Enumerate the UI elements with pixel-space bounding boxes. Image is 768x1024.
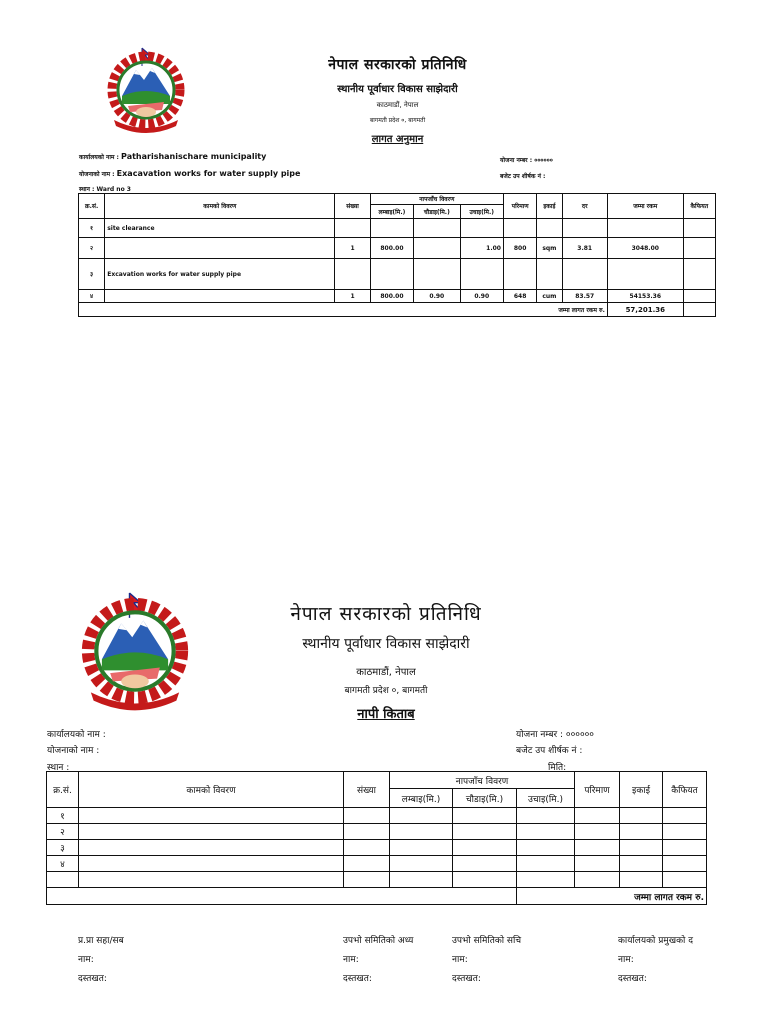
col-count: संख्या bbox=[335, 194, 370, 219]
measurement-table bbox=[46, 771, 707, 905]
cell-unit bbox=[537, 259, 562, 290]
col-breadth: चौडाइ(मि.) bbox=[414, 205, 460, 219]
col-description: कामको विवरण bbox=[105, 194, 335, 219]
signature-block-4 bbox=[618, 933, 693, 984]
cell-amount bbox=[607, 219, 683, 238]
cell-breadth bbox=[414, 259, 460, 290]
header-line3: काठमाडौं, नेपाल bbox=[376, 101, 419, 109]
cell-quantity: 800 bbox=[503, 238, 536, 259]
cell-height bbox=[460, 259, 503, 290]
cell-rate bbox=[562, 219, 607, 238]
cell-sn: ३ bbox=[47, 840, 79, 856]
signer-signature: दस्तखत: bbox=[618, 974, 647, 984]
table-row bbox=[47, 856, 707, 872]
col-length: लम्बाइ(मि.) bbox=[370, 205, 413, 219]
col-amount: जम्मा रकम bbox=[607, 194, 683, 219]
cell-length: 800.00 bbox=[370, 238, 413, 259]
total-value: 57,201.36 bbox=[607, 303, 683, 317]
cell-description bbox=[105, 290, 335, 303]
cell-amount: 54153.36 bbox=[607, 290, 683, 303]
cell-sn: ३ bbox=[79, 259, 105, 290]
col-unit: इकाई bbox=[620, 772, 663, 808]
col-height: उचाइ(मि.) bbox=[517, 789, 575, 808]
header-line2: स्थानीय पूर्वाधार विकास साझेदारी bbox=[337, 84, 458, 95]
signer-name: नाम: bbox=[618, 955, 634, 965]
office-name: कार्यालयको नाम : Patharishanischare municipality bbox=[79, 152, 267, 161]
cell-description: site clearance bbox=[105, 219, 335, 238]
cell-remarks bbox=[683, 219, 715, 238]
cell-sn: ४ bbox=[79, 290, 105, 303]
col-dimensions: नापजाँच विवरण bbox=[370, 194, 503, 205]
signature-block-1 bbox=[78, 933, 124, 984]
budget-subheading: बजेट उप शीर्षक नं : bbox=[500, 173, 546, 180]
col-quantity: परिमाण bbox=[575, 772, 620, 808]
cell-sn: ४ bbox=[47, 856, 79, 872]
document-title-b: नापी किताब bbox=[357, 707, 415, 722]
col-quantity: परिमाण bbox=[503, 194, 536, 219]
col-remarks: कैफियत bbox=[663, 772, 707, 808]
cell-breadth: 0.90 bbox=[414, 290, 460, 303]
table-row bbox=[79, 259, 716, 290]
cell-sn: २ bbox=[79, 238, 105, 259]
col-unit: इकाई bbox=[537, 194, 562, 219]
col-length: लम्बाइ(मि.) bbox=[390, 789, 453, 808]
cell-rate: 3.81 bbox=[562, 238, 607, 259]
header-line4-b: बागमती प्रदेश ०, बागमती bbox=[344, 686, 428, 696]
cell-quantity bbox=[503, 219, 536, 238]
location-b: स्थान : bbox=[47, 763, 70, 773]
cell-rate bbox=[562, 259, 607, 290]
emblem-logo-top bbox=[96, 46, 196, 134]
signer-title: उपभो समितिको सचि bbox=[452, 936, 522, 946]
table-row bbox=[47, 824, 707, 840]
project-number: योजना नम्बर : ०००००० bbox=[500, 157, 553, 164]
estimate-table bbox=[78, 193, 716, 317]
cell-amount bbox=[607, 259, 683, 290]
cell-unit: sqm bbox=[537, 238, 562, 259]
signer-name: नाम: bbox=[343, 955, 359, 965]
cell-remarks bbox=[683, 238, 715, 259]
table-row bbox=[79, 238, 716, 259]
col-sn: क्र.सं. bbox=[79, 194, 105, 219]
office-name-b: कार्यालयको नाम : bbox=[47, 730, 106, 740]
col-rate: दर bbox=[562, 194, 607, 219]
cell-breadth bbox=[414, 238, 460, 259]
total-row bbox=[79, 303, 716, 317]
table-row bbox=[47, 840, 707, 856]
table-row bbox=[79, 219, 716, 238]
header-line4: बागमती प्रदेश ०, बागमती bbox=[369, 117, 426, 124]
header-line1: नेपाल सरकारको प्रतिनिधि bbox=[328, 57, 467, 73]
location: स्थान : Ward no 3 bbox=[79, 186, 131, 193]
cell-count: 1 bbox=[335, 290, 370, 303]
signature-block-2 bbox=[343, 933, 413, 984]
emblem-logo-bottom bbox=[66, 590, 204, 712]
table-row bbox=[47, 808, 707, 824]
document-title: लागत अनुमान bbox=[371, 134, 424, 145]
signer-signature: दस्तखत: bbox=[343, 974, 372, 984]
cell-sn: २ bbox=[47, 824, 79, 840]
col-remarks: कैफियत bbox=[683, 194, 715, 219]
cell-sn: १ bbox=[79, 219, 105, 238]
cell-remarks bbox=[683, 259, 715, 290]
col-sn: क्र.सं. bbox=[47, 772, 79, 808]
cell-count bbox=[335, 219, 370, 238]
cell-description: Excavation works for water supply pipe bbox=[105, 259, 335, 290]
signer-name: नाम: bbox=[452, 955, 468, 965]
col-description: कामको विवरण bbox=[79, 772, 344, 808]
cell-length bbox=[370, 259, 413, 290]
cell-sn: १ bbox=[47, 808, 79, 824]
table-row bbox=[79, 290, 716, 303]
header-line1-b: नेपाल सरकारको प्रतिनिधि bbox=[290, 603, 482, 625]
header-line2-b: स्थानीय पूर्वाधार विकास साझेदारी bbox=[302, 636, 470, 652]
signer-title: प्र.प्रा सहा/सब bbox=[78, 936, 124, 946]
signer-signature: दस्तखत: bbox=[78, 974, 107, 984]
total-row bbox=[47, 888, 707, 905]
signer-title: कार्यालयको प्रमुखको द bbox=[618, 936, 693, 946]
cell-length bbox=[370, 219, 413, 238]
col-breadth: चौडाइ(मि.) bbox=[453, 789, 517, 808]
cell-height: 1.00 bbox=[460, 238, 503, 259]
cell-rate: 83.57 bbox=[562, 290, 607, 303]
cell-count: 1 bbox=[335, 238, 370, 259]
cell-sn bbox=[47, 872, 79, 888]
signer-title: उपभो समितिको अध्य bbox=[343, 936, 414, 946]
cell-length: 800.00 bbox=[370, 290, 413, 303]
table-row bbox=[47, 872, 707, 888]
total-remarks bbox=[683, 303, 715, 317]
cell-unit: cum bbox=[537, 290, 562, 303]
project-number-b: योजना नम्बर : ०००००० bbox=[516, 730, 594, 740]
signer-signature: दस्तखत: bbox=[452, 974, 481, 984]
project-name: योजनाको नाम : Exacavation works for water supply pipe bbox=[79, 169, 301, 178]
budget-subheading-b: बजेट उप शीर्षक नं : bbox=[516, 746, 583, 756]
total-label-b: जम्मा लागत रकम रु. bbox=[517, 888, 707, 905]
cell-amount: 3048.00 bbox=[607, 238, 683, 259]
cell-height: 0.90 bbox=[460, 290, 503, 303]
cell-count bbox=[335, 259, 370, 290]
signature-block-3 bbox=[452, 933, 521, 984]
col-dimensions: नापजाँच विवरण bbox=[390, 772, 575, 789]
header-line3-b: काठमाडौं, नेपाल bbox=[356, 667, 416, 678]
project-name-b: योजनाको नाम : bbox=[47, 746, 100, 756]
cell-description bbox=[105, 238, 335, 259]
date-label-b: मिति: bbox=[548, 763, 567, 773]
cell-remarks bbox=[683, 290, 715, 303]
col-count: संख्या bbox=[344, 772, 390, 808]
signer-name: नाम: bbox=[78, 955, 94, 965]
cell-breadth bbox=[414, 219, 460, 238]
cell-quantity: 648 bbox=[503, 290, 536, 303]
cell-quantity bbox=[503, 259, 536, 290]
total-label: जम्मा लागत रकम रु. bbox=[79, 303, 608, 317]
cell-unit bbox=[537, 219, 562, 238]
cell-height bbox=[460, 219, 503, 238]
col-height: उचाइ(मि.) bbox=[460, 205, 503, 219]
